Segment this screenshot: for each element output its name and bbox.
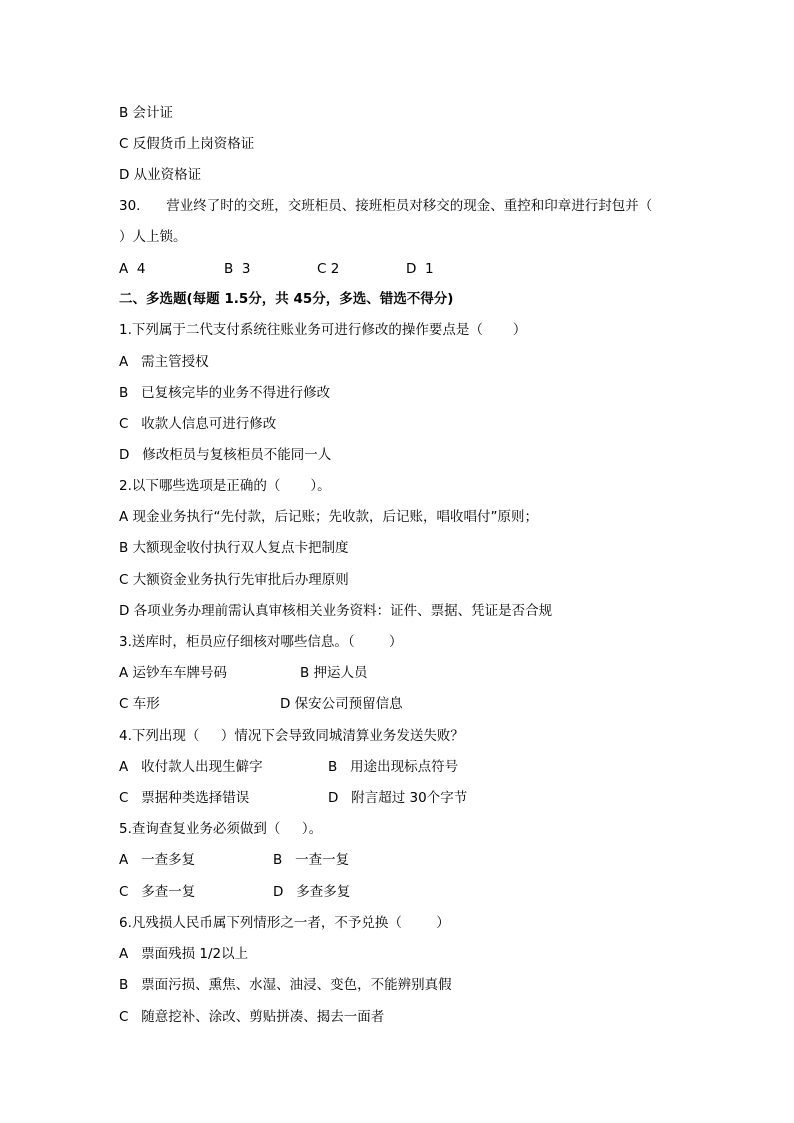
q4-option-a: A 收付款人出现生僻字 xyxy=(119,759,263,775)
question-4-text: 4.下列出现（ ）情况下会导致同城清算业务发送失败？ xyxy=(119,728,464,744)
q4-option-b: B 用途出现标点符号 xyxy=(328,759,459,775)
q2-option-a: A 现金业务执行“先付款，后记账；先收款，后记账，唱收唱付”原则； xyxy=(119,509,539,525)
question-1-text: 1.下列属于二代支付系统往账业务可进行修改的操作要点是（ ） xyxy=(119,322,527,338)
q3-option-b: B 押运人员 xyxy=(300,665,368,681)
q30-option-a: A 4 xyxy=(119,261,146,277)
option-b-accounting-certificate: B 会计证 xyxy=(119,105,174,121)
question-2-text: 2.以下哪些选项是正确的（ ）。 xyxy=(119,478,331,494)
q1-option-a: A 需主管授权 xyxy=(119,354,209,370)
q6-option-c: C 随意挖补、涂改、剪贴拼凑、揭去一面者 xyxy=(119,1009,385,1025)
q1-option-b: B 已复核完毕的业务不得进行修改 xyxy=(119,385,331,401)
q30-option-b: B 3 xyxy=(224,261,251,277)
option-d-practitioner-certificate: D 从业资格证 xyxy=(119,167,202,183)
q5-option-d: D 多查多复 xyxy=(273,884,351,900)
q4-option-d: D 附言超过 30个字节 xyxy=(328,790,468,806)
q5-option-b: B 一查一复 xyxy=(273,852,350,868)
q2-option-d: D 各项业务办理前需认真审核相关业务资料：证件、票据、凭证是否合规 xyxy=(119,603,553,619)
question-30-text: 30. 营业终了时的交班，交班柜员、接班柜员对移交的现金、重控和印章进行封包并（ xyxy=(119,198,653,214)
q30-option-d: D 1 xyxy=(406,261,434,277)
q1-option-d: D 修改柜员与复核柜员不能同一人 xyxy=(119,447,332,463)
q4-option-c: C 票据种类选择错误 xyxy=(119,790,250,806)
question-30-continued: ）人上锁。 xyxy=(119,229,187,245)
q3-option-d: D 保安公司预留信息 xyxy=(280,696,403,712)
option-c-counterfeit-certificate: C 反假货币上岗资格证 xyxy=(119,136,255,152)
q1-option-c: C 收款人信息可进行修改 xyxy=(119,416,277,432)
q3-option-c: C 车形 xyxy=(119,696,160,712)
q2-option-b: B 大额现金收付执行双人复点卡把制度 xyxy=(119,540,349,556)
question-3-text: 3.送库时，柜员应仔细核对哪些信息。（ ） xyxy=(119,634,403,650)
q3-option-a: A 运钞车车牌号码 xyxy=(119,665,228,681)
question-5-text: 5.查询查复业务必须做到（ ）。 xyxy=(119,821,323,837)
q6-option-b: B 票面污损、熏焦、水湿、油浸、变色，不能辨别真假 xyxy=(119,977,452,993)
q30-option-c: C 2 xyxy=(317,261,340,277)
q5-option-c: C 多查一复 xyxy=(119,884,196,900)
question-6-text: 6.凡残损人民币属下列情形之一者，不予兑换（ ） xyxy=(119,915,450,931)
section-heading-multiple-choice: 二、多选题(每题 1.5分，共 45分，多选、错选不得分) xyxy=(119,291,454,307)
q6-option-a: A 票面残损 1/2以上 xyxy=(119,946,249,962)
q2-option-c: C 大额资金业务执行先审批后办理原则 xyxy=(119,572,349,588)
q5-option-a: A 一查多复 xyxy=(119,852,196,868)
